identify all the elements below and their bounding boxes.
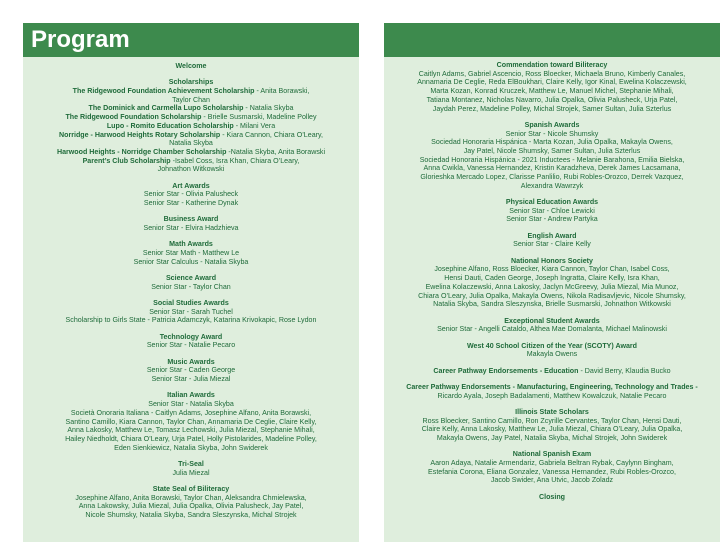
section-line: Senior Star - Elvira Hadzhieva	[143, 224, 239, 233]
scholarship-recipients: -Natalia Skyba, Anita Borawski	[226, 147, 326, 156]
program-section	[384, 121, 720, 191]
program-section	[384, 450, 720, 485]
section-line: Senior Star - Katherine Dynak	[143, 199, 239, 208]
section-heading: Physical Education Awards	[505, 198, 599, 207]
scholarship-line	[23, 87, 359, 96]
scholarship-recipients: - Anita Borawski,	[254, 87, 310, 95]
section-line: Santino Camillo, Kiara Cannon, Taylor Chan, Annamaria De Ceglie, Claire Kelly,	[65, 417, 317, 426]
section-heading: Welcome	[175, 62, 207, 70]
scholarship-recipients: -Isabel Coss, Isra Khan, Chiara O’Leary,	[170, 156, 300, 165]
left-program-panel	[23, 23, 359, 542]
scholarship-line	[23, 131, 359, 140]
program-section	[384, 493, 720, 502]
program-section	[384, 257, 720, 309]
section-line: Josephine Alfano, Ross Bloecker, Kiara Cannon, Taylor Chan, Isabel Coss,	[434, 265, 670, 274]
scholarship-line	[23, 104, 359, 113]
section-heading: Math Awards	[169, 240, 213, 249]
program-section	[23, 78, 359, 174]
section-heading: Spanish Awards	[524, 120, 580, 129]
section-line: Hailey Niedholdt, Chiara O’Leary, Urja Patel, Holly Pistolarides, Madeline Polley,	[65, 434, 317, 443]
program-section	[384, 61, 720, 113]
program-section	[384, 383, 720, 400]
scholarship-line	[23, 122, 359, 131]
scholarship-name: The Ridgewood Foundation Achievement Scholarship	[72, 87, 255, 95]
program-section	[384, 408, 720, 443]
section-line: Jacob Swider, Ana Utvic, Jacob Zoladz	[490, 476, 614, 485]
section-line: Senior Star - Julia Miezal	[151, 375, 231, 384]
section-line: Claire Kelly, Anna Lakosky, Matthew Le, Julia Miezal, Chiara O’Leary, Julia Opalka,	[421, 425, 683, 434]
scholarship-name: Harwood Heights - Norridge Chamber Scholarship	[56, 147, 227, 156]
program-section	[23, 182, 359, 208]
section-line: Senior Star - Claire Kelly	[513, 240, 591, 249]
program-header-bar	[23, 23, 359, 57]
section-line: Josephine Alfano, Anita Borawski, Taylor Chan, Aleksandra Chmielewska,	[75, 493, 307, 502]
section-line: Nicole Shumsky, Natalia Skyba, Sandra Sleszynska, Michal Strojek	[85, 511, 297, 520]
section-line: Anna Lakosky, Matthew Le, Tomasz Lechowski, Julia Miezal, Stephanie Mihali,	[67, 426, 315, 435]
section-line: Società Onoraria Italiana - Caitlyn Adams, Josephine Alfano, Anita Borawski,	[70, 408, 312, 417]
section-heading: Science Award	[165, 274, 217, 283]
section-line: Makayla Owens	[526, 350, 578, 359]
left-column-content	[23, 62, 359, 527]
section-line: Glorieshka Mercado Lopez, Clarisse Panlilio, Rubi Robles-Orozco, Derrek Vazquez,	[420, 173, 684, 182]
scholarship-recipients: Johnathon Witkowski	[157, 165, 225, 174]
section-line: Alexandra Wawrzyk	[520, 181, 584, 190]
section-line: Senior Star - Natalie Pecaro	[146, 341, 236, 350]
section-line: Hensi Dauti, Caden George, Joseph Ingratta, Claire Kelly, Isra Khan,	[444, 274, 660, 283]
section-line: Senior Star - Andrew Partyka	[506, 215, 598, 224]
section-line: Anna Cwikla, Vanessa Hernandez, Kristin Karadzheva, Derek James Lacsamana,	[423, 164, 681, 173]
scholarship-name: Lupo - Romito Education Scholarship	[106, 121, 234, 130]
right-program-panel	[384, 23, 720, 542]
section-line: Senior Star - Taylor Chan	[151, 282, 231, 291]
section-inline-names: - David Berry, Klaudia Bucko	[578, 366, 671, 375]
section-line: Jaydah Perez, Madeline Polley, Michal Strojek, Samer Sultan, Julia Szterlus	[432, 104, 672, 113]
scholarship-line	[23, 113, 359, 122]
scholarship-line	[23, 139, 359, 148]
program-section	[23, 299, 359, 325]
section-heading: Career Pathway Endorsements - Manufacturing, Engineering, Technology and Trades -	[406, 382, 698, 391]
section-line: Senior Star Calculus - Natalia Skyba	[133, 257, 249, 266]
section-line: Anna Lakowsky, Julia Miezal, Julia Opalka, Olivia Palusheck, Jay Patel,	[78, 502, 304, 511]
section-line: Aaron Adaya, Natalie Armendariz, Gabriela Beltran Rybak, Caylynn Bingham,	[430, 458, 674, 467]
program-section	[23, 358, 359, 384]
section-heading: Social Studies Awards	[153, 299, 229, 308]
scholarship-name: The Dominick and Carmella Lupo Scholarship	[88, 104, 244, 113]
section-line: Scholarship to Girls State - Patricia Adamczyk, Katarina Krivokapic, Rose Lydon	[65, 316, 317, 325]
section-line: Eden Sienkiewicz, Natalia Skyba, John Swiderek	[114, 443, 268, 452]
scholarship-line	[23, 96, 359, 105]
right-header-bar	[384, 23, 720, 57]
scholarship-line	[23, 148, 359, 157]
section-line: Chiara O’Leary, Julia Opalka, Makayla Owens, Nikola Radisavljevic, Nicole Shumsky,	[418, 291, 686, 300]
section-heading: State Seal of Biliteracy	[152, 484, 230, 493]
section-line: Senior Star - Chloe Lewicki	[509, 206, 595, 215]
program-section	[23, 240, 359, 266]
scholarship-recipients: - Kiara Cannon, Chiara O’Leary,	[220, 130, 323, 139]
section-line: Senior Star - Sarah Tuchel	[149, 307, 233, 316]
section-line: Makayla Owens, Jay Patel, Natalia Skyba, Michal Strojek, John Swiderek	[436, 433, 668, 442]
section-line: Natalia Skyba, Sandra Sleszynska, Brielle Susmarski, Johnathon Witkowski	[433, 300, 671, 309]
scholarship-recipients: Natalia Skyba	[169, 139, 213, 148]
section-line: Sociedad Honoraria Hispánica - 2021 Inductees - Melanie Barahona, Emilia Bielska,	[419, 155, 685, 164]
scholarship-recipients: - Brielle Susmarski, Madeline Polley	[201, 113, 317, 122]
section-heading: West 40 School Citizen of the Year (SCOTY) Award	[466, 341, 638, 350]
section-line: Senior Star - Caden George	[146, 366, 236, 375]
section-line: Senior Star - Natalia Skyba	[148, 400, 234, 409]
section-line: Estefania Corona, Eliana Gonzalez, Vanessa Hernandez, Rubi Robles-Orozco,	[428, 467, 676, 476]
section-line: Senior Star - Angelli Cataldo, Althea Mae Domalanta, Michael Malinowski	[437, 325, 667, 334]
section-line: Ewelina Kolaczewski, Anna Lakosky, Jaclyn McGreevy, Julia Miezal, Mia Munoz,	[425, 282, 679, 291]
program-section	[23, 215, 359, 232]
section-heading: Italian Awards	[167, 391, 215, 400]
right-column-content	[384, 61, 720, 509]
section-line: Marta Kozan, Konrad Kruczek, Matthew Le, Manuel Michel, Stephanie Mihali,	[430, 87, 674, 96]
program-section	[384, 198, 720, 224]
section-line: Senior Star - Nicole Shumsky	[505, 129, 599, 138]
scholarship-line	[23, 165, 359, 174]
section-line: Senior Star - Olivia Palusheck	[143, 190, 239, 199]
section-heading: National Honors Society	[511, 256, 593, 265]
section-heading: Technology Award	[159, 332, 223, 341]
scholarship-name: Parent’s Club Scholarship	[82, 156, 171, 165]
section-heading: Career Pathway Endorsements - Education - David Berry, Klaudia Bucko	[433, 366, 671, 375]
scholarship-recipients: - Natalia Skyba	[243, 104, 294, 113]
program-section	[23, 485, 359, 520]
section-line: Ricardo Ayala, Joseph Badalamenti, Matthew Kowalczuk, Natalie Pecaro	[437, 391, 667, 400]
program-section	[23, 62, 359, 71]
section-line: Annamaria De Ceglie, Reda ElBoukhari, Claire Kelly, Igor Kinal, Ewelina Kolaczewski,	[417, 78, 687, 87]
section-heading: English Award	[527, 231, 577, 240]
scholarship-recipients: - Milani Vera	[233, 121, 276, 130]
program-section	[384, 342, 720, 359]
section-heading: Illinois State Scholars	[515, 407, 589, 416]
section-line: Sociedad Honoraria Hispánica - Marta Kozan, Julia Opalka, Makayla Owens,	[431, 138, 673, 147]
section-heading: Scholarships	[168, 78, 214, 87]
program-section	[23, 391, 359, 452]
program-section	[23, 333, 359, 350]
section-heading: Music Awards	[167, 357, 215, 366]
section-line: Tatiana Montanez, Nicholas Navarro, Julia Opalka, Olivia Palusheck, Urja Patel,	[426, 95, 678, 104]
section-heading: Art Awards	[172, 181, 210, 190]
section-heading: Tri-Seal	[178, 459, 204, 468]
section-line: Senior Star Math - Matthew Le	[142, 249, 240, 258]
scholarship-line	[23, 157, 359, 166]
scholarship-name: The Ridgewood Foundation Scholarship	[65, 113, 202, 122]
program-section	[384, 232, 720, 249]
program-section	[23, 460, 359, 477]
section-heading: Commendation toward Biliteracy	[496, 61, 608, 69]
section-heading: Exceptional Student Awards	[504, 316, 600, 325]
program-section	[23, 274, 359, 291]
page-title: Program	[31, 26, 130, 53]
section-heading: Closing	[538, 492, 565, 501]
section-heading: Business Award	[163, 215, 219, 224]
section-line: Ross Bloecker, Santino Camillo, Ron Zcyrille Cervantes, Taylor Chan, Hensi Dauti,	[422, 416, 682, 425]
section-heading: National Spanish Exam	[512, 450, 592, 459]
program-section	[384, 367, 720, 376]
scholarship-name: Norridge - Harwood Heights Rotary Scholarship	[59, 130, 221, 139]
section-line: Caitlyn Adams, Gabriel Ascencio, Ross Bloecker, Michaela Bruno, Kimberly Canales,	[418, 69, 686, 78]
scholarship-recipients: Taylor Chan	[172, 95, 210, 104]
section-line: Jay Patel, Nicole Shumsky, Samer Sultan, Julia Szterlus	[463, 146, 641, 155]
section-line: Julia Miezal	[172, 468, 210, 477]
program-section	[384, 317, 720, 334]
